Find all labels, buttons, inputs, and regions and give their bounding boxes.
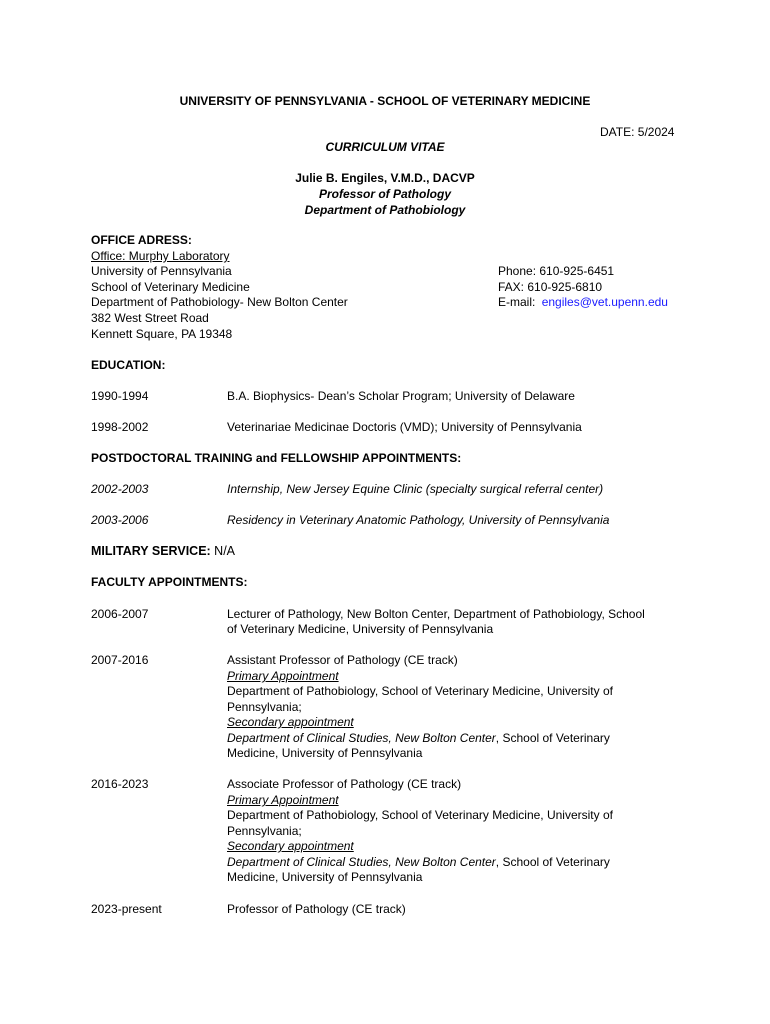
education-years: 1990-1994 — [91, 389, 149, 403]
military-value: N/A — [210, 544, 236, 558]
secondary-dept-row — [227, 731, 610, 746]
faculty-years: 2006-2007 — [91, 607, 149, 621]
email-label: E-mail: — [498, 295, 536, 309]
education-heading: EDUCATION: — [91, 358, 166, 372]
office-heading: OFFICE ADRESS: — [91, 233, 192, 247]
faculty-line: Pennsylvania; — [227, 824, 302, 838]
secondary-dept: Department of Clinical Studies, New Bolton Center — [227, 855, 496, 869]
faculty-years: 2023-present — [91, 902, 162, 916]
person-department: Department of Pathobiology — [304, 203, 466, 217]
document-title: CURRICULUM VITAE — [325, 140, 445, 154]
office-phone: Phone: 610-925-6451 — [498, 264, 615, 278]
secondary-appointment-label: Secondary appointment — [227, 715, 354, 729]
office-line: Department of Pathobiology- New Bolton Center — [91, 295, 348, 309]
education-desc: Veterinariae Medicinae Doctoris (VMD); University of Pennsylvania — [227, 420, 582, 434]
primary-appointment-label: Primary Appointment — [227, 669, 339, 683]
secondary-appointment-label: Secondary appointment — [227, 839, 354, 853]
person-position: Professor of Pathology — [318, 187, 452, 201]
secondary-rest: , School of Veterinary — [495, 855, 610, 869]
cv-date: DATE: 5/2024 — [600, 125, 675, 139]
faculty-title: Professor of Pathology (CE track) — [227, 902, 406, 916]
office-line: University of Pennsylvania — [91, 264, 232, 278]
office-line: 382 West Street Road — [91, 311, 209, 325]
postdoc-years: 2002-2003 — [91, 482, 149, 496]
office-fax: FAX: 610-925-6810 — [498, 280, 603, 294]
faculty-line: Department of Pathobiology, School of Veterinary Medicine, University of — [227, 808, 613, 822]
military-row — [91, 544, 235, 559]
person-name: Julie B. Engiles, V.M.D., DACVP — [295, 171, 475, 185]
email-link[interactable]: engiles@vet.upenn.edu — [541, 295, 668, 309]
faculty-years: 2016-2023 — [91, 777, 149, 791]
postdoc-years: 2003-2006 — [91, 513, 149, 527]
postdoc-heading: POSTDOCTORAL TRAINING and FELLOWSHIP APPOINTMENTS: — [91, 451, 462, 465]
faculty-line: Medicine, University of Pennsylvania — [227, 746, 423, 760]
faculty-line: Medicine, University of Pennsylvania — [227, 870, 423, 884]
faculty-line: of Veterinary Medicine, University of Pennsylvania — [227, 622, 494, 636]
office-line: School of Veterinary Medicine — [91, 280, 250, 294]
faculty-title: Associate Professor of Pathology (CE track) — [227, 777, 462, 791]
education-desc: B.A. Biophysics- Dean’s Scholar Program; University of Delaware — [227, 389, 575, 403]
education-years: 1998-2002 — [91, 420, 149, 434]
university-heading: UNIVERSITY OF PENNSYLVANIA - SCHOOL OF VETERINARY MEDICINE — [179, 94, 591, 108]
postdoc-desc: Residency in Veterinary Anatomic Pathology, University of Pennsylvania — [227, 513, 610, 527]
office-email-row — [498, 295, 668, 310]
office-lab: Office: Murphy Laboratory — [91, 249, 230, 263]
faculty-line: Pennsylvania; — [227, 700, 302, 714]
secondary-rest: , School of Veterinary — [495, 731, 610, 745]
office-line: Kennett Square, PA 19348 — [91, 327, 233, 341]
military-heading: MILITARY SERVICE: — [91, 544, 211, 558]
faculty-title: Assistant Professor of Pathology (CE track) — [227, 653, 458, 667]
faculty-line: Lecturer of Pathology, New Bolton Center, Department of Pathobiology, School — [227, 607, 645, 621]
faculty-years: 2007-2016 — [91, 653, 149, 667]
postdoc-desc: Internship, New Jersey Equine Clinic (specialty surgical referral center) — [227, 482, 604, 496]
secondary-dept-row — [227, 855, 610, 870]
secondary-dept: Department of Clinical Studies, New Bolton Center — [227, 731, 496, 745]
faculty-line: Department of Pathobiology, School of Veterinary Medicine, University of — [227, 684, 613, 698]
faculty-heading: FACULTY APPOINTMENTS: — [91, 575, 248, 589]
primary-appointment-label: Primary Appointment — [227, 793, 339, 807]
